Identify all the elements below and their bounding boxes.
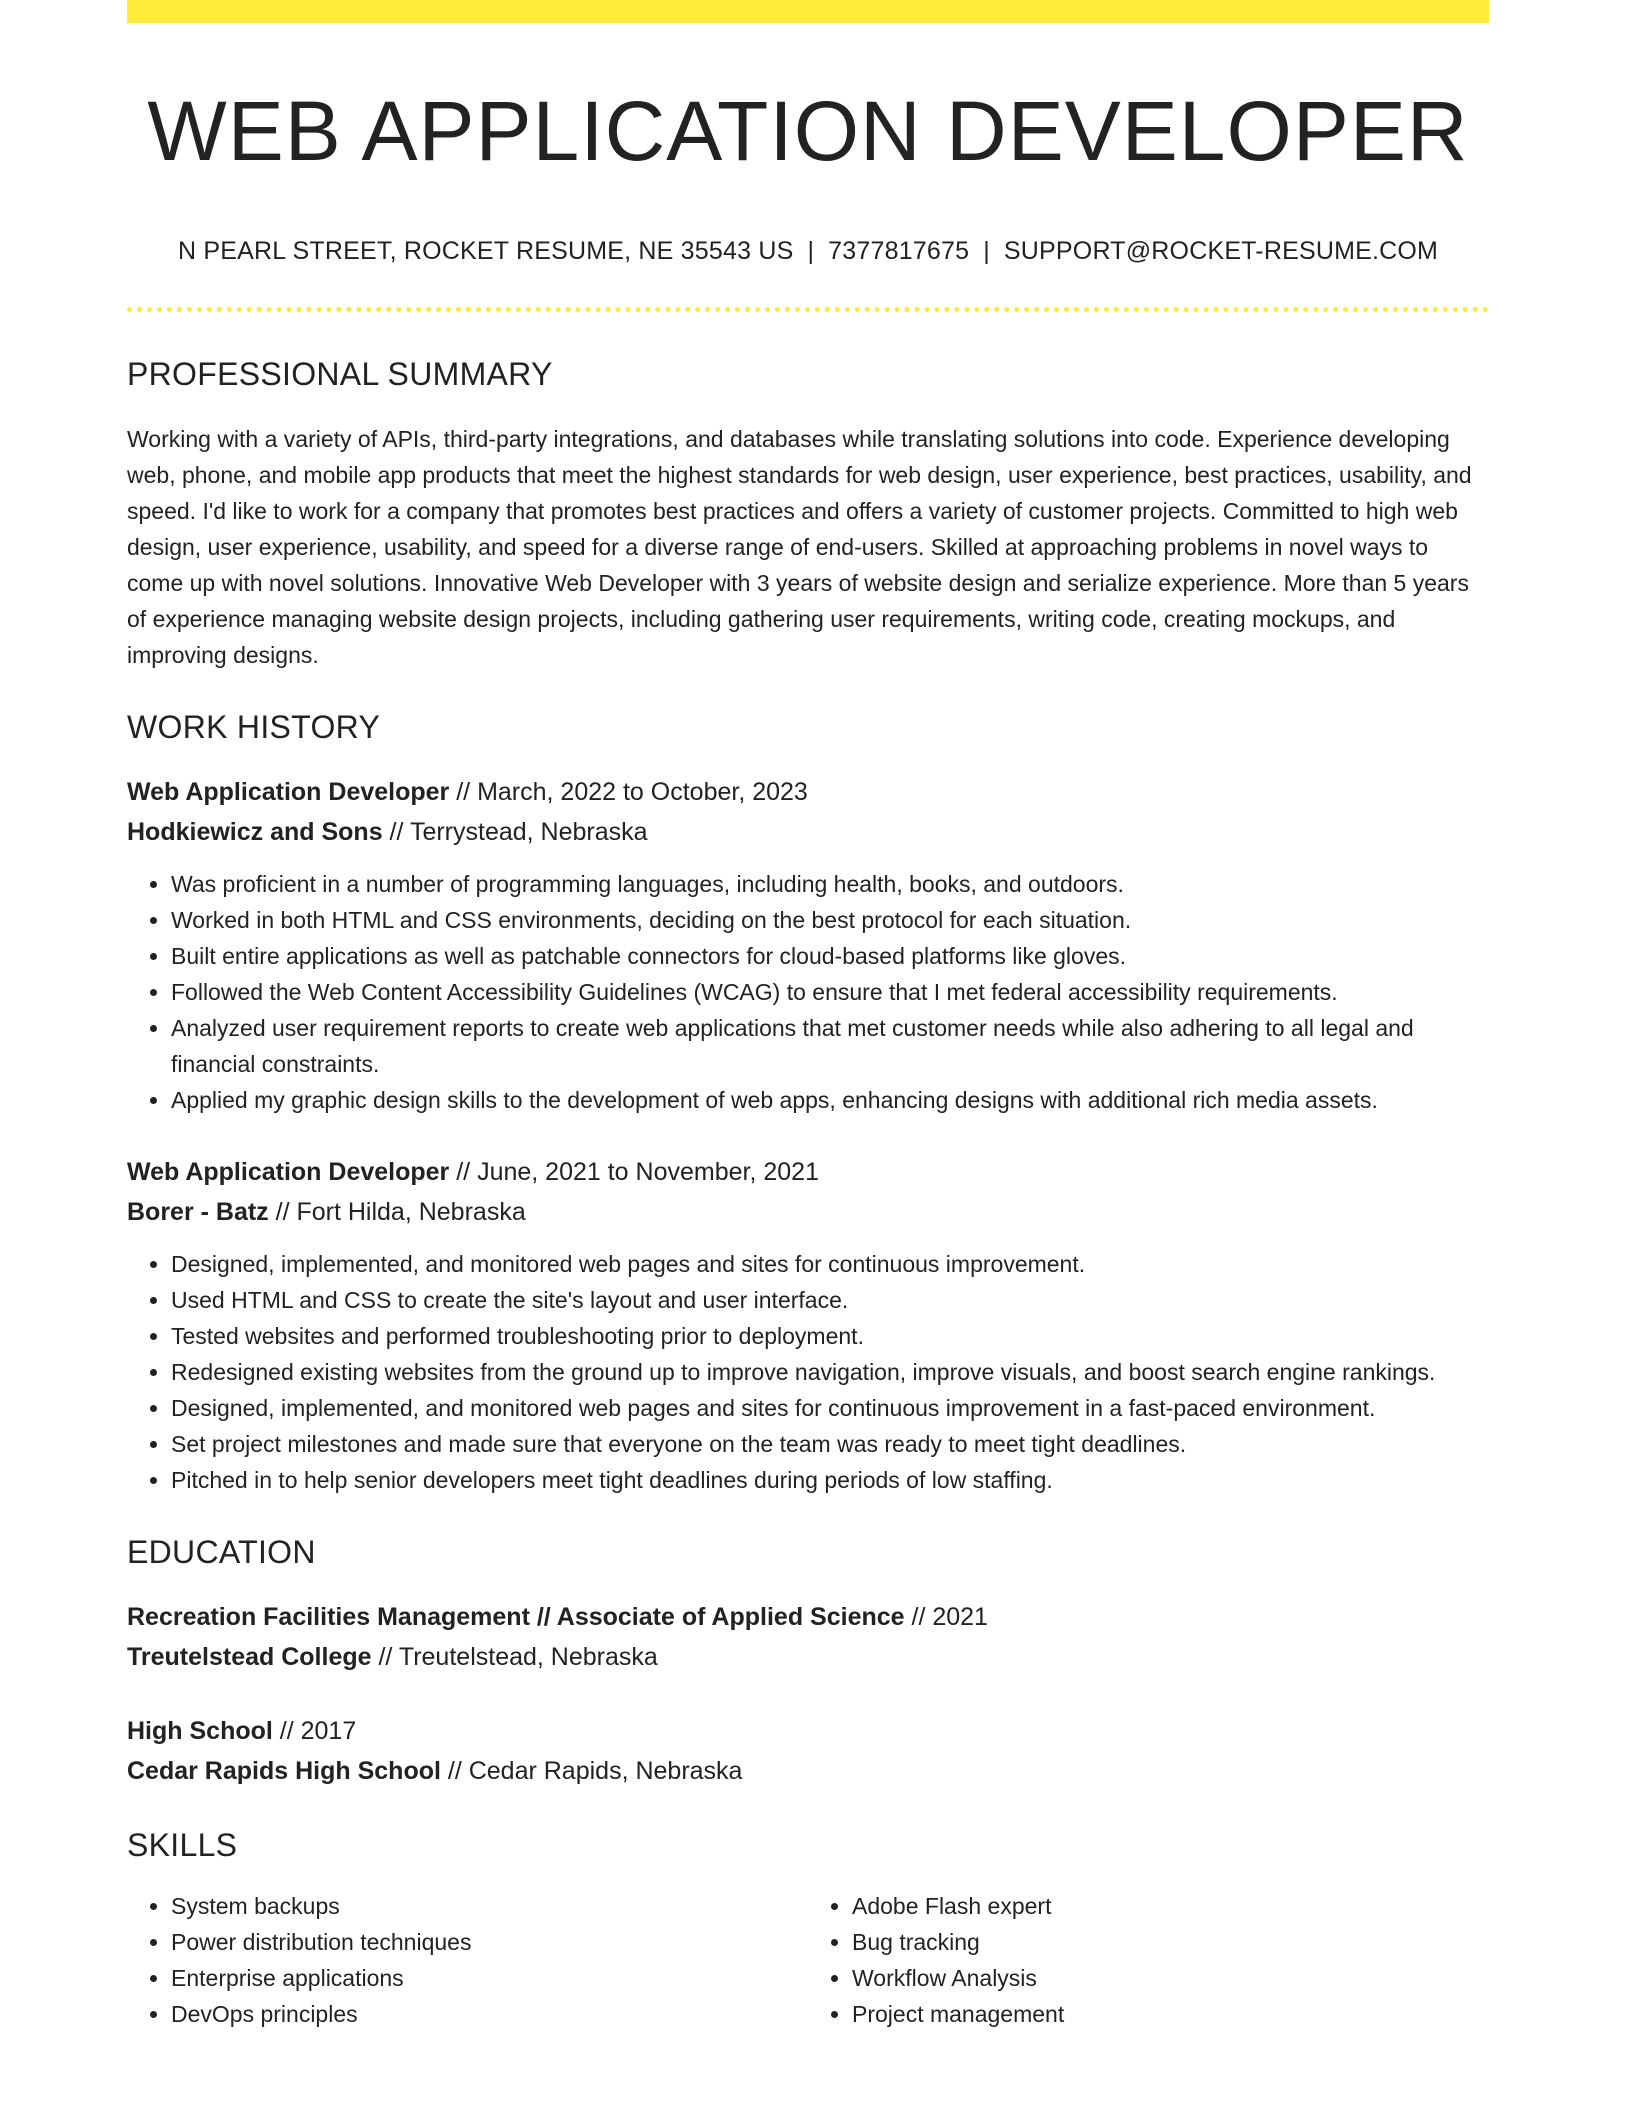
list-item: • Tested websites and performed troubleshooting prior to deployment. xyxy=(171,1318,1489,1354)
job-role: Web Application Developer xyxy=(127,1158,450,1187)
education-degree-line xyxy=(127,1597,1489,1637)
dotted-divider xyxy=(127,307,1489,312)
job-dates: // March, 2022 to October, 2023 xyxy=(449,778,808,807)
education-heading: EDUCATION xyxy=(127,1534,316,1571)
list-item: • Used HTML and CSS to create the site's layout and user interface. xyxy=(171,1282,1489,1318)
education-location: // Cedar Rapids, Nebraska xyxy=(440,1757,743,1786)
contact-line xyxy=(127,237,1489,266)
job-role: Web Application Developer xyxy=(127,778,450,807)
skills-list-right xyxy=(808,1888,1489,2032)
skill-item: • Power distribution techniques xyxy=(171,1924,808,1960)
job-title-line xyxy=(127,772,1489,812)
list-item: • Designed, implemented, and monitored web pages and sites for continuous improvement in a fast-paced environment. xyxy=(171,1390,1489,1426)
contact-address: N PEARL STREET, ROCKET RESUME, NE 35543 US xyxy=(177,237,794,266)
job-company: Borer - Batz xyxy=(127,1198,269,1227)
skill-item: • Enterprise applications xyxy=(171,1960,808,1996)
job-title-line xyxy=(127,1152,1489,1192)
work-history-heading: WORK HISTORY xyxy=(127,709,381,746)
job-bullets xyxy=(127,866,1489,1118)
education-degree: Recreation Facilities Management // Associate of Applied Science xyxy=(127,1603,905,1632)
contact-email: SUPPORT@ROCKET-RESUME.COM xyxy=(1003,237,1439,266)
list-item: • Set project milestones and made sure that everyone on the team was ready to meet tight deadlines. xyxy=(171,1426,1489,1462)
list-item: • Redesigned existing websites from the ground up to improve navigation, improve visuals, and boost search engine rankings. xyxy=(171,1354,1489,1390)
list-item: • Analyzed user requirement reports to create web applications that met customer needs while also adhering to all legal and financial constraints. xyxy=(171,1010,1489,1082)
skill-item: • DevOps principles xyxy=(171,1996,808,2032)
job-bullets xyxy=(127,1246,1489,1498)
contact-phone: 7377817675 xyxy=(828,237,970,266)
summary-text: Working with a variety of APIs, third-party integrations, and databases while translating solutions into code. Experience developing web, phone, and mobile app products that meet the highest standards for web design, user experience, best practices, usability, and speed. I'd like to work for a company that promotes best practices and offers a variety of customer projects. Committed to high web design, user experience, usability, and speed for a diverse range of end-users. Skilled at approaching problems in novel ways to come up with novel solutions. Innovative Web Developer with 3 years of website design and serialize experience. More than 5 years of experience managing website design projects, including gathering user requirements, writing code, creating mockups, and improving designs. xyxy=(127,426,1472,669)
job-dates: // June, 2021 to November, 2021 xyxy=(449,1158,819,1187)
list-item: • Followed the Web Content Accessibility Guidelines (WCAG) to ensure that I met federal accessibility requirements. xyxy=(171,974,1489,1010)
list-item: • Applied my graphic design skills to the development of web apps, enhancing designs with additional rich media assets. xyxy=(171,1082,1489,1118)
education-school-line xyxy=(127,1637,1489,1677)
list-item: • Designed, implemented, and monitored web pages and sites for continuous improvement. xyxy=(171,1246,1489,1282)
list-item: • Was proficient in a number of programming languages, including health, books, and outdoors. xyxy=(171,866,1489,902)
list-item: • Built entire applications as well as patchable connectors for cloud-based platforms like gloves. xyxy=(171,938,1489,974)
summary-heading: PROFESSIONAL SUMMARY xyxy=(127,356,553,393)
education-degree: High School xyxy=(127,1717,273,1746)
resume-name: WEB APPLICATION DEVELOPER xyxy=(147,84,1469,178)
education-degree-line xyxy=(127,1711,1489,1751)
skills-heading: SKILLS xyxy=(127,1827,238,1864)
contact-separator: | xyxy=(983,237,990,266)
education-location: // Treutelstead, Nebraska xyxy=(371,1643,658,1672)
skill-item: • Project management xyxy=(852,1996,1489,2032)
skill-item: • Adobe Flash expert xyxy=(852,1888,1489,1924)
job-company-line xyxy=(127,812,1489,852)
skill-item: • Workflow Analysis xyxy=(852,1960,1489,1996)
list-item: • Worked in both HTML and CSS environments, deciding on the best protocol for each situation. xyxy=(171,902,1489,938)
resume-page xyxy=(127,0,1489,2032)
job-location: // Fort Hilda, Nebraska xyxy=(268,1198,526,1227)
list-item: • Pitched in to help senior developers meet tight deadlines during periods of low staffing. xyxy=(171,1462,1489,1498)
skill-item: • System backups xyxy=(171,1888,808,1924)
top-accent-bar xyxy=(127,0,1489,23)
job-location: // Terrystead, Nebraska xyxy=(382,818,648,847)
skills-columns xyxy=(127,1888,1489,2032)
job-company-line xyxy=(127,1192,1489,1232)
education-year: // 2017 xyxy=(272,1717,357,1746)
contact-separator: | xyxy=(807,237,815,266)
skill-item: • Bug tracking xyxy=(852,1924,1489,1960)
skills-list-left xyxy=(127,1888,808,2032)
education-year: // 2021 xyxy=(904,1603,988,1632)
education-school: Cedar Rapids High School xyxy=(127,1757,441,1786)
education-school-line xyxy=(127,1751,1489,1791)
job-company: Hodkiewicz and Sons xyxy=(127,818,383,847)
education-school: Treutelstead College xyxy=(127,1643,372,1672)
